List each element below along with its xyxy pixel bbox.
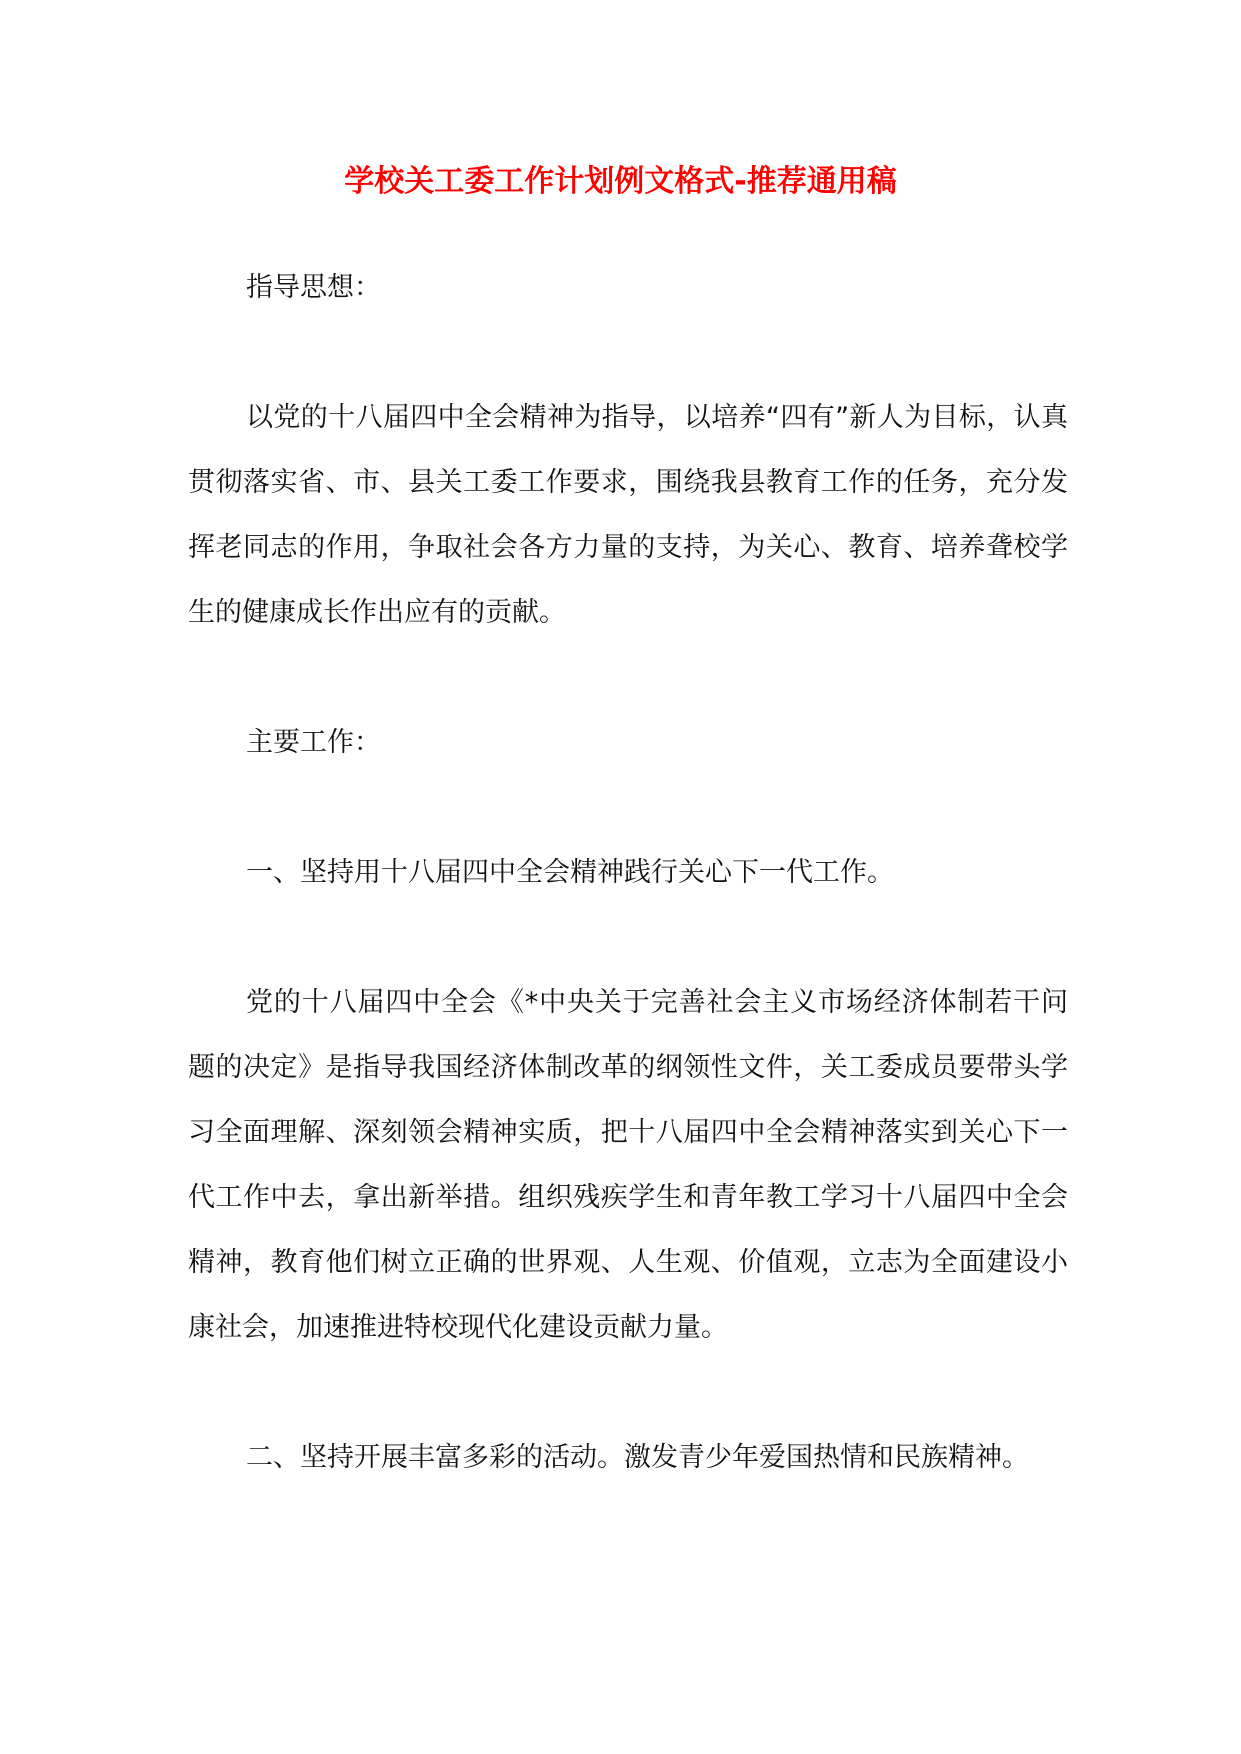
paragraph-guiding-heading: 指导思想： <box>246 272 381 303</box>
document-body <box>188 255 1068 1490</box>
paragraph-item-two-heading: 二、坚持开展丰富多彩的活动。激发青少年爱国热情和民族精神。 <box>246 1442 1029 1473</box>
paragraph-item-one-heading: 一、坚持用十八届四中全会精神践行关心下一代工作。 <box>246 857 894 888</box>
paragraph-item-one-text: 党的十八届四中全会《*中央关于完善社会主义市场经济体制若干问题的决定》是指导我国经济体制改革的纲领性文件，关工委成员要带头学习全面理解、深刻领会精神实质，把十八届四中全会精神落实到关心下一代工作中去，拿出新举措。组织残疾学生和青年教工学习十八届四中全会精神，教育他们树立正确的世界观、人生观、价值观，立志为全面建设小康社会，加速推进特校现代化建设贡献力量。 <box>188 987 1068 1343</box>
document-title: 学校关工委工作计划例文格式-推荐通用稿 <box>344 164 897 199</box>
paragraph-guiding-text: 以党的十八届四中全会精神为指导，以培养“四有”新人为目标，认真贯彻落实省、市、县关工委工作要求，围绕我县教育工作的任务，充分发挥老同志的作用，争取社会各方力量的支持，为关心、教育、培养聋校学生的健康成长作出应有的贡献。 <box>188 402 1068 628</box>
paragraph-main-work-heading: 主要工作： <box>246 727 381 758</box>
